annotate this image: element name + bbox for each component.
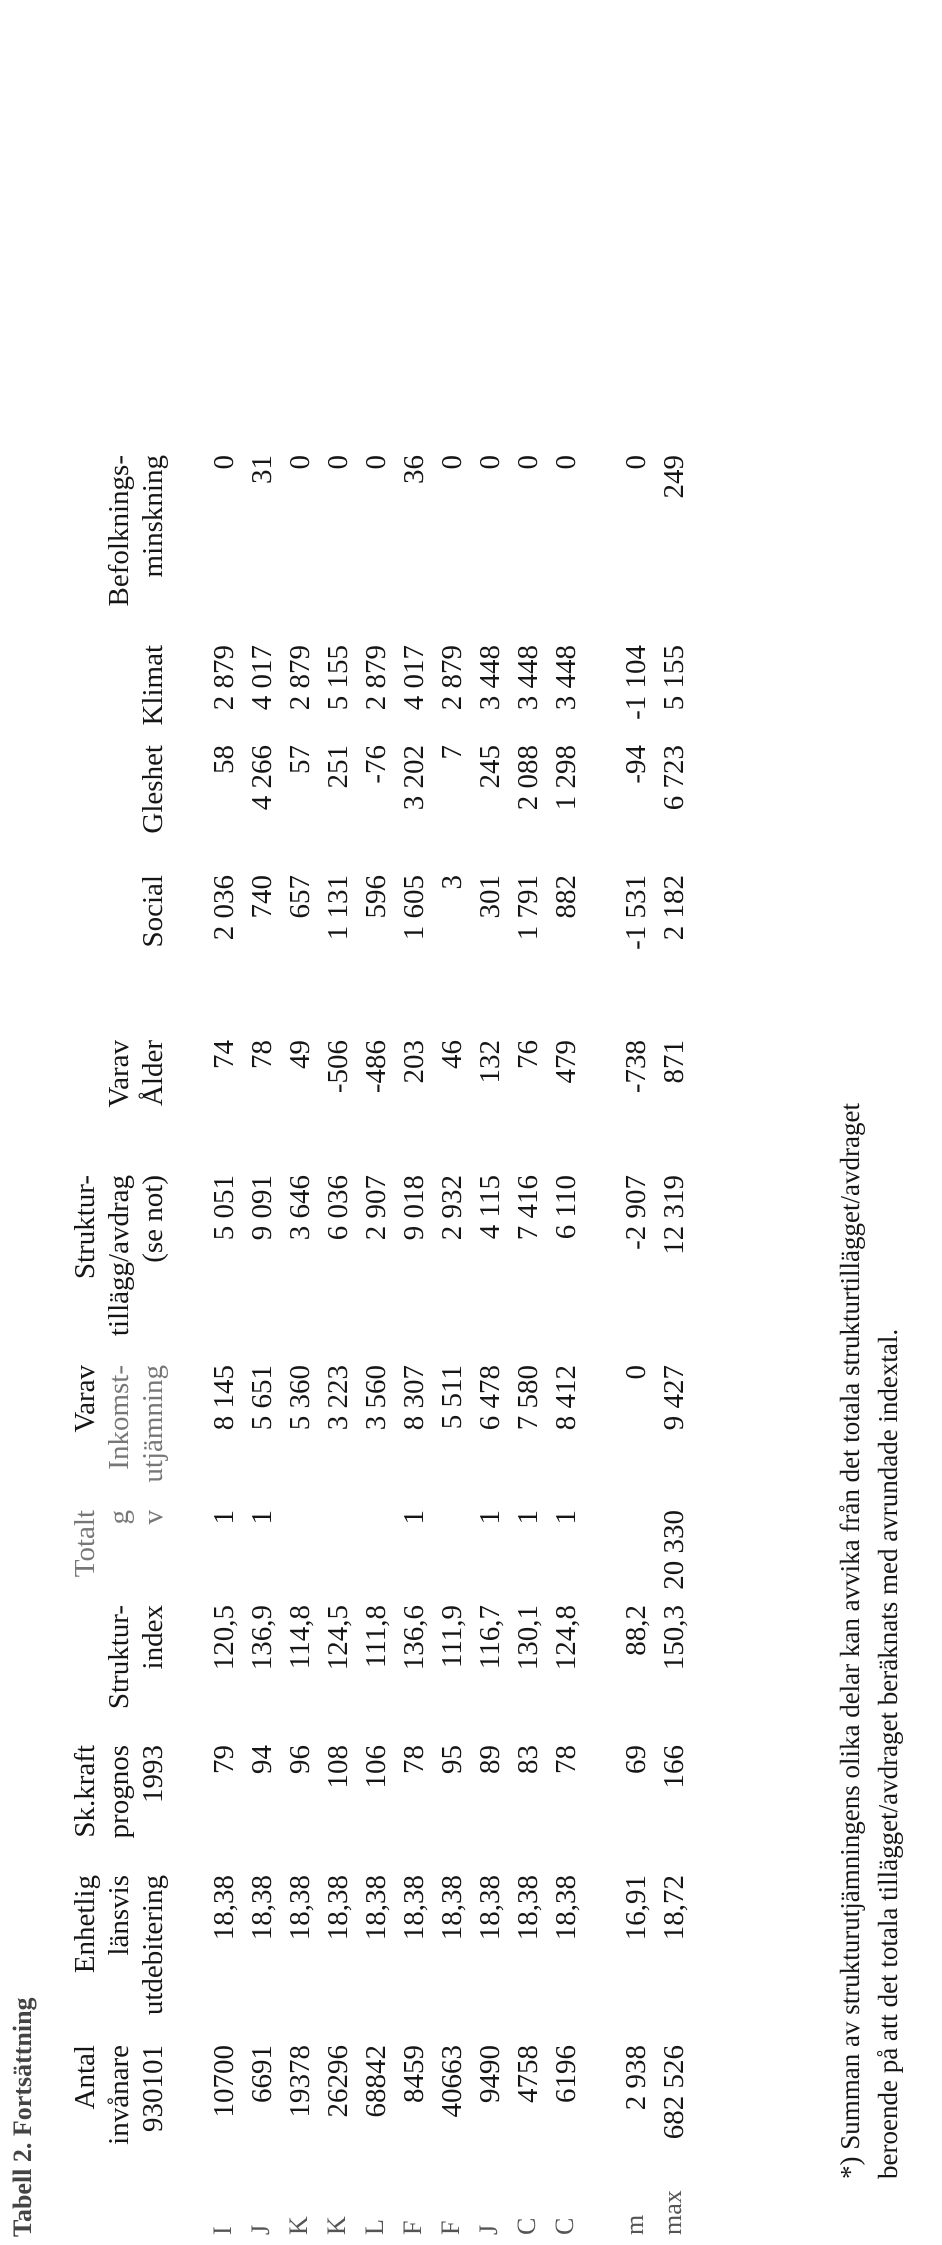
column-header-c4: [102, 1605, 170, 1735]
summary-row-cell-c1: 682 526: [658, 2045, 690, 2140]
summary-row-cell-c7: 12 319: [658, 1175, 690, 1255]
table-row-cell-c11: 3 448: [550, 645, 582, 711]
table-row-cell-c7: 2 932: [436, 1175, 468, 1241]
summary-row-cell-c12: 0: [620, 455, 652, 470]
table-row-cell-c2: 18,38: [322, 1875, 354, 1941]
table-row-cell-c10: -76: [360, 745, 392, 784]
table-row-cell-c7: 3 646: [284, 1175, 316, 1241]
table-row-cell-c12: 0: [284, 455, 316, 470]
table-row-cell-c3: 108: [322, 1745, 354, 1789]
column-header-c12: [102, 455, 170, 625]
table-row-cell-c12: 0: [474, 455, 506, 470]
column-header-line: g: [103, 1510, 135, 1525]
summary-row-cell-c8: 871: [658, 1040, 690, 1084]
summary-row-cell-c12: 249: [658, 455, 690, 499]
table-row-cell-c2: 18,38: [284, 1875, 316, 1941]
table-row-cell-c3: 83: [512, 1745, 544, 1774]
table-row-cell-c11: 3 448: [512, 645, 544, 711]
row-label: K: [322, 2216, 351, 2235]
table-row-cell-c1: 68842: [360, 2045, 392, 2118]
table-row-cell-c2: 18,38: [474, 1875, 506, 1941]
table-row-cell-c6: 5 511: [436, 1365, 468, 1430]
column-header-c3: [68, 1745, 170, 1865]
column-header-c5: [68, 1510, 170, 1590]
row-label: J: [474, 2224, 503, 2235]
table-row-cell-c9: 301: [474, 875, 506, 919]
table-row-cell-c11: 2 879: [360, 645, 392, 711]
summary-row-cell-c10: 6 723: [658, 745, 690, 811]
column-header-c2: [68, 1875, 170, 2045]
summary-row-cell-c3: 166: [658, 1745, 690, 1789]
table-row-cell-c6: 3 560: [360, 1365, 392, 1431]
summary-row-cell-c4: 150,3: [658, 1605, 690, 1671]
table-row-cell-c1: 10700: [208, 2045, 240, 2118]
table-row-cell-c2: 18,38: [512, 1875, 544, 1941]
table-row-cell-c2: 18,38: [550, 1875, 582, 1941]
table-row-cell-c10: 245: [474, 745, 506, 789]
column-header-c6: [68, 1365, 170, 1495]
column-header-line: Totalt: [69, 1510, 101, 1578]
row-label: I: [208, 2226, 237, 2235]
column-header-line: tillägg/avdrag: [103, 1175, 135, 1337]
column-header-line: utjämning: [137, 1365, 169, 1483]
table-row-cell-c9: 1 605: [398, 875, 430, 941]
table-row-cell-c6: 5 651: [246, 1365, 278, 1431]
column-header-line: index: [137, 1605, 169, 1670]
table-row-cell-c9: 1 131: [322, 875, 354, 941]
table-row-cell-c9: 596: [360, 875, 392, 919]
column-header-line: Social: [137, 875, 169, 948]
column-header-c11: [136, 645, 170, 755]
table-row-cell-c5: 1: [550, 1510, 582, 1525]
row-label: C: [512, 2217, 541, 2235]
table-row-cell-c12: 36: [398, 455, 430, 484]
column-header-line: Ålder: [137, 1040, 169, 1107]
table-row-cell-c7: 6 110: [550, 1175, 582, 1240]
row-label: C: [550, 2217, 579, 2235]
summary-row-cell-c2: 18,72: [658, 1875, 690, 1941]
summary-row-cell-c11: -1 104: [620, 645, 652, 720]
table-row-cell-c9: 2 036: [208, 875, 240, 941]
table-row-cell-c2: 18,38: [208, 1875, 240, 1941]
table-row-cell-c5: 1: [246, 1510, 278, 1525]
table-row-cell-c1: 40663: [436, 2045, 468, 2118]
table-row-cell-c10: 2 088: [512, 745, 544, 811]
table-row-cell-c10: 3 202: [398, 745, 430, 811]
summary-row-label: max: [658, 2190, 687, 2235]
summary-row-cell-c9: 2 182: [658, 875, 690, 941]
column-header-line: invånare: [103, 2045, 135, 2145]
column-header-line: Befolknings-: [103, 455, 135, 607]
table-row-cell-c9: 882: [550, 875, 582, 919]
table-row-cell-c10: 1 298: [550, 745, 582, 811]
column-header-line: Varav: [69, 1365, 101, 1433]
table-row-cell-c6: 5 360: [284, 1365, 316, 1431]
table-row-cell-c5: 1: [474, 1510, 506, 1525]
table-row-cell-c6: 8 145: [208, 1365, 240, 1431]
row-label: F: [436, 2220, 465, 2235]
summary-row-cell-c4: 88,2: [620, 1605, 652, 1656]
table-row-cell-c12: 0: [208, 455, 240, 470]
table-row-cell-c4: 111,9: [436, 1605, 468, 1669]
table-row-cell-c1: 4758: [512, 2045, 544, 2103]
table-row-cell-c8: 76: [512, 1040, 544, 1069]
table-row-cell-c4: 120,5: [208, 1605, 240, 1671]
table-row-cell-c3: 106: [360, 1745, 392, 1789]
column-header-line: 930101: [137, 2045, 169, 2132]
column-header-c7: [68, 1175, 170, 1345]
column-header-line: Varav: [103, 1040, 135, 1108]
footnote-line-2: beroende på att det totala tillägget/avdraget beräknats med avrundade indextal.: [873, 1328, 903, 2179]
summary-row-cell-c10: -94: [620, 745, 652, 784]
column-header-line: Antal: [69, 2045, 101, 2110]
column-header-line: Gleshet: [137, 745, 169, 834]
summary-row-cell-c3: 69: [620, 1745, 652, 1774]
table-row-cell-c9: 3: [436, 875, 468, 890]
table-row-cell-c8: 203: [398, 1040, 430, 1084]
summary-row-cell-c8: -738: [620, 1040, 652, 1094]
table-row-cell-c5: 1: [208, 1510, 240, 1525]
row-label: F: [398, 2220, 427, 2235]
table-row-cell-c3: 78: [550, 1745, 582, 1774]
footnote-line-1: *) Summan av strukturutjämningens olika delar kan avvika från det totala strukturtillägget/avdraget: [835, 1103, 865, 2179]
column-header-line: länsvis: [103, 1875, 135, 1956]
table-row-cell-c4: 111,8: [360, 1605, 392, 1669]
table-row-cell-c1: 8459: [398, 2045, 430, 2103]
table-row-cell-c7: 4 115: [474, 1175, 506, 1240]
table-row-cell-c8: -506: [322, 1040, 354, 1094]
table-row-cell-c11: 2 879: [436, 645, 468, 711]
column-header-line: Sk.kraft: [69, 1745, 101, 1838]
table-row-cell-c9: 657: [284, 875, 316, 919]
table-row-cell-c2: 18,38: [436, 1875, 468, 1941]
table-row-cell-c10: 251: [322, 745, 354, 789]
table-row-cell-c7: 6 036: [322, 1175, 354, 1241]
column-header-c10: [136, 745, 170, 855]
table-row-cell-c4: 136,9: [246, 1605, 278, 1671]
table-row-cell-c8: 479: [550, 1040, 582, 1084]
column-header-line: v: [137, 1510, 169, 1525]
table-row-cell-c11: 4 017: [398, 645, 430, 711]
column-header-line: Struktur-: [103, 1605, 135, 1710]
column-header-line: minskning: [137, 455, 169, 578]
table-row-cell-c12: 0: [360, 455, 392, 470]
column-header-line: Enhetlig: [69, 1875, 101, 1974]
table-row-cell-c7: 7 416: [512, 1175, 544, 1241]
table-row-cell-c4: 124,5: [322, 1605, 354, 1671]
table-row-cell-c2: 18,38: [360, 1875, 392, 1941]
table-title: Tabell 2. Fortsättning: [8, 1997, 37, 2237]
table-row-cell-c10: 58: [208, 745, 240, 774]
table-row-cell-c6: 3 223: [322, 1365, 354, 1431]
table-row-cell-c2: 18,38: [246, 1875, 278, 1941]
table-row-cell-c8: 49: [284, 1040, 316, 1069]
column-header-line: Struktur-: [69, 1175, 101, 1280]
column-header-c9: [136, 875, 170, 1015]
table-row-cell-c1: 6196: [550, 2045, 582, 2103]
table-row-cell-c9: 740: [246, 875, 278, 919]
column-header-line: 1993: [137, 1745, 169, 1803]
summary-row-label: m: [620, 2214, 649, 2235]
table-row-cell-c3: 96: [284, 1745, 316, 1774]
column-header-c1: [68, 2045, 170, 2195]
table-row-cell-c10: 7: [436, 745, 468, 760]
table-row-cell-c4: 114,8: [284, 1605, 316, 1670]
table-row-cell-c7: 9 018: [398, 1175, 430, 1241]
row-label: K: [284, 2216, 313, 2235]
column-header-line: Klimat: [137, 645, 169, 726]
table-row-cell-c8: 46: [436, 1040, 468, 1069]
table-row-cell-c9: 1 791: [512, 875, 544, 941]
summary-row-cell-c1: 2 938: [620, 2045, 652, 2111]
table-row-cell-c7: 2 907: [360, 1175, 392, 1241]
table-row-cell-c3: 79: [208, 1745, 240, 1774]
table-row-cell-c11: 3 448: [474, 645, 506, 711]
table-row-cell-c2: 18,38: [398, 1875, 430, 1941]
column-header-c8: [102, 1040, 170, 1150]
table-row-cell-c5: 1: [398, 1510, 430, 1525]
table-row-cell-c6: 8 412: [550, 1365, 582, 1431]
summary-row-cell-c6: 0: [620, 1365, 652, 1380]
table-row-cell-c4: 124,8: [550, 1605, 582, 1671]
table-row-cell-c6: 7 580: [512, 1365, 544, 1431]
table-row-cell-c12: 0: [512, 455, 544, 470]
table-row-cell-c12: 0: [550, 455, 582, 470]
table-row-cell-c6: 8 307: [398, 1365, 430, 1431]
column-header-line: (se not): [137, 1175, 169, 1263]
table-row-cell-c12: 31: [246, 455, 278, 484]
summary-row-cell-c5: 20 330: [658, 1510, 690, 1590]
table-row-cell-c4: 116,7: [474, 1605, 506, 1670]
table-row-cell-c8: 132: [474, 1040, 506, 1084]
table-row-cell-c10: 4 266: [246, 745, 278, 811]
table-row-cell-c8: 74: [208, 1040, 240, 1069]
table-row-cell-c11: 2 879: [208, 645, 240, 711]
table-row-cell-c11: 5 155: [322, 645, 354, 711]
row-label: J: [246, 2224, 275, 2235]
table-row-cell-c10: 57: [284, 745, 316, 774]
table-row-cell-c1: 9490: [474, 2045, 506, 2103]
column-header-line: prognos: [103, 1745, 135, 1839]
table-row-cell-c12: 0: [436, 455, 468, 470]
table-row-cell-c8: -486: [360, 1040, 392, 1094]
summary-row-cell-c9: -1 531: [620, 875, 652, 950]
table-row-cell-c1: 19378: [284, 2045, 316, 2118]
table-row-cell-c3: 95: [436, 1745, 468, 1774]
table-row-cell-c5: 1: [512, 1510, 544, 1525]
table-row-cell-c11: 2 879: [284, 645, 316, 711]
table-row-cell-c7: 5 051: [208, 1175, 240, 1241]
table-row-cell-c3: 78: [398, 1745, 430, 1774]
table-row-cell-c1: 6691: [246, 2045, 278, 2103]
table-row-cell-c11: 4 017: [246, 645, 278, 711]
summary-row-cell-c11: 5 155: [658, 645, 690, 711]
table-row-cell-c3: 89: [474, 1745, 506, 1774]
table-row-cell-c3: 94: [246, 1745, 278, 1774]
column-header-line: Inkomst-: [103, 1365, 135, 1470]
table-row-cell-c8: 78: [246, 1040, 278, 1069]
summary-row-cell-c2: 16,91: [620, 1875, 652, 1941]
table-row-cell-c1: 26296: [322, 2045, 354, 2118]
table-row-cell-c7: 9 091: [246, 1175, 278, 1241]
table-row-cell-c4: 130,1: [512, 1605, 544, 1671]
row-label: L: [360, 2219, 389, 2235]
column-header-line: utdebitering: [137, 1875, 169, 2016]
summary-row-cell-c6: 9 427: [658, 1365, 690, 1431]
summary-row-cell-c7: -2 907: [620, 1175, 652, 1250]
table-row-cell-c12: 0: [322, 455, 354, 470]
table-row-cell-c6: 6 478: [474, 1365, 506, 1431]
table-row-cell-c4: 136,6: [398, 1605, 430, 1671]
